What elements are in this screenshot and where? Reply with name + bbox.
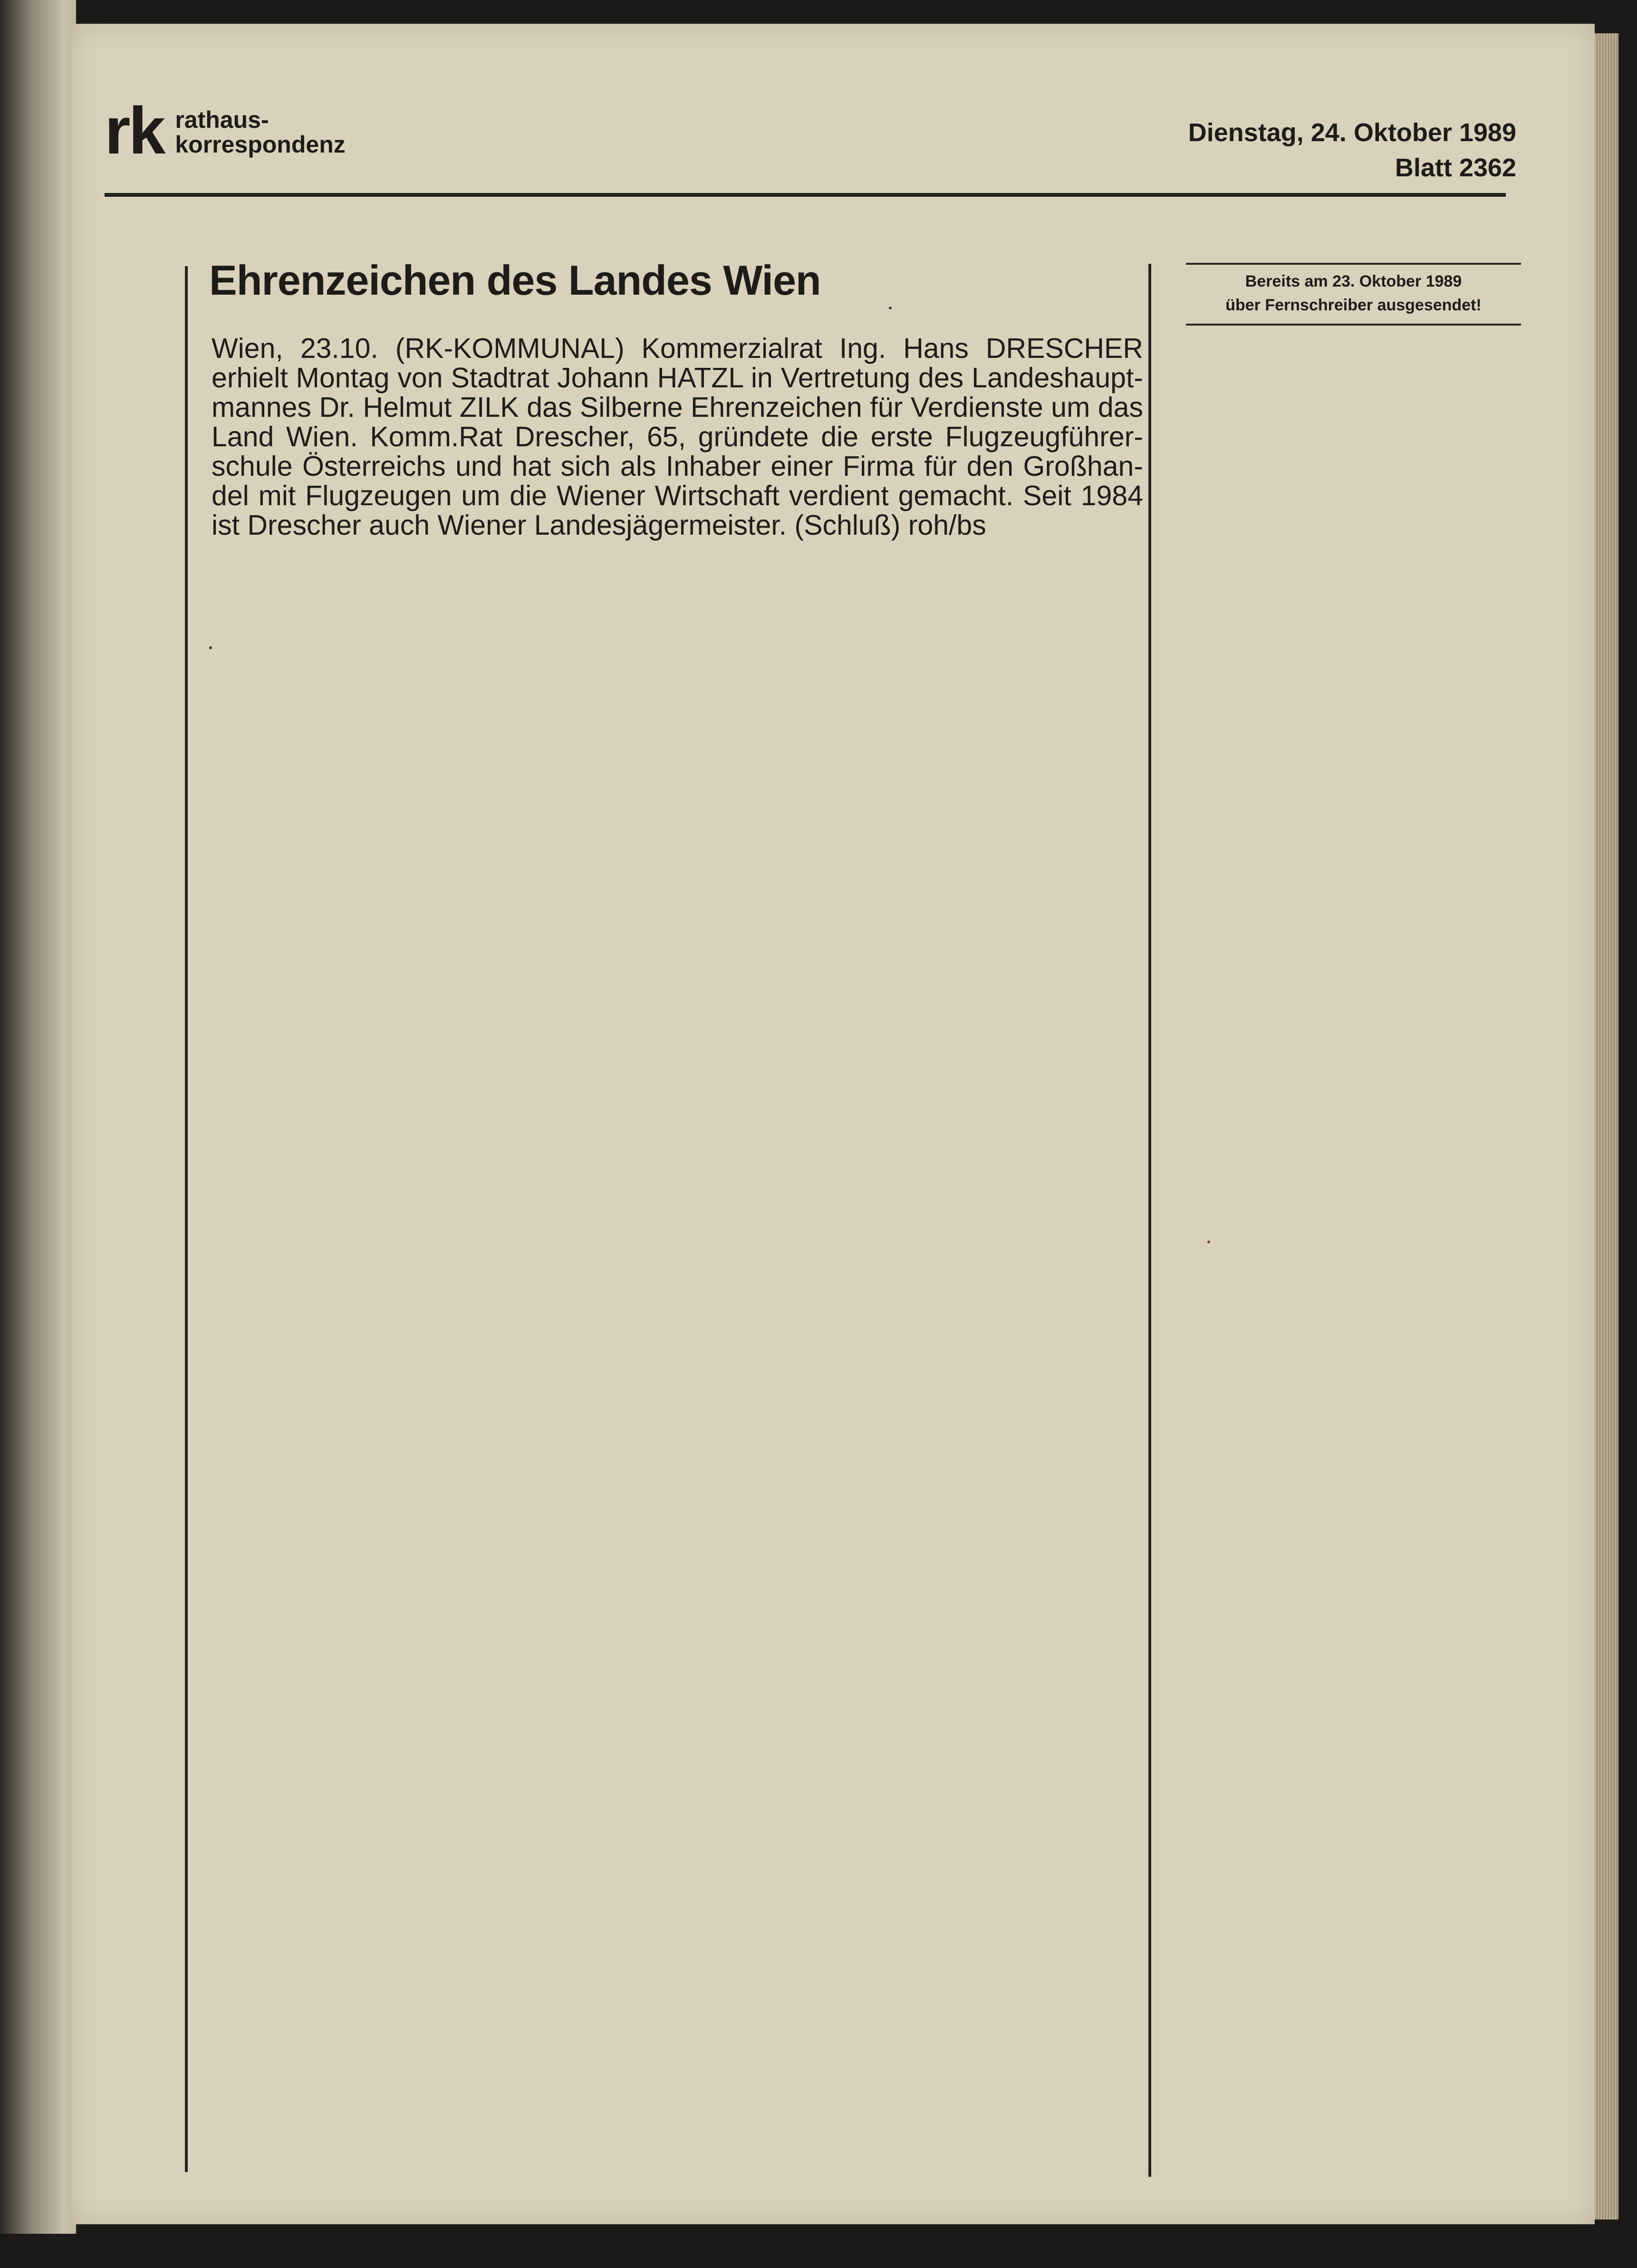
logo-mark: rk	[105, 93, 164, 168]
header-divider	[105, 193, 1506, 197]
issue-info	[1188, 115, 1516, 185]
article-line: ist Drescher auch Wiener Landesjägermeister. (Schluß) roh/bs	[212, 509, 986, 541]
article-line: Land Wien. Komm.Rat Drescher, 65, gründete die erste Flugzeugführer-	[212, 421, 1143, 452]
rk-logo	[105, 93, 346, 168]
notice-line-2: über Fernschreiber ausgesendet!	[1225, 296, 1482, 314]
sheet-number: Blatt 2362	[1395, 154, 1516, 182]
column-left-rule	[185, 266, 188, 2172]
transmission-notice	[1186, 263, 1521, 326]
logo-wordmark	[175, 107, 345, 157]
scan-speck	[1207, 1240, 1210, 1243]
article-line: del mit Flugzeugen um die Wiener Wirtschaft verdient gemacht. Seit 1984	[212, 480, 1143, 511]
article-line: mannes Dr. Helmut ZILK das Silberne Ehrenzeichen für Verdienste um das	[212, 392, 1143, 423]
article-line: Wien, 23.10. (RK-KOMMUNAL) Kommerzialrat Ing. Hans DRESCHER	[212, 333, 1143, 364]
page-stack-edge	[1595, 33, 1618, 2220]
scan-speck	[209, 646, 212, 649]
issue-date: Dienstag, 24. Oktober 1989	[1188, 118, 1516, 147]
logo-line-1: rathaus-	[175, 106, 269, 133]
article-body	[212, 334, 1143, 540]
scan-speck	[889, 307, 892, 309]
scanned-page	[71, 24, 1595, 2224]
article-line: schule Österreichs und hat sich als Inhaber einer Firma für den Großhan-	[212, 451, 1143, 482]
article-headline: Ehrenzeichen des Landes Wien	[209, 257, 821, 304]
article-line: erhielt Montag von Stadtrat Johann HATZL in Vertretung des Landeshaupt-	[212, 362, 1143, 394]
book-spine	[0, 0, 76, 2234]
column-right-rule	[1148, 264, 1151, 2177]
logo-line-2: korrespondenz	[175, 131, 346, 158]
notice-line-1: Bereits am 23. Oktober 1989	[1245, 272, 1462, 290]
